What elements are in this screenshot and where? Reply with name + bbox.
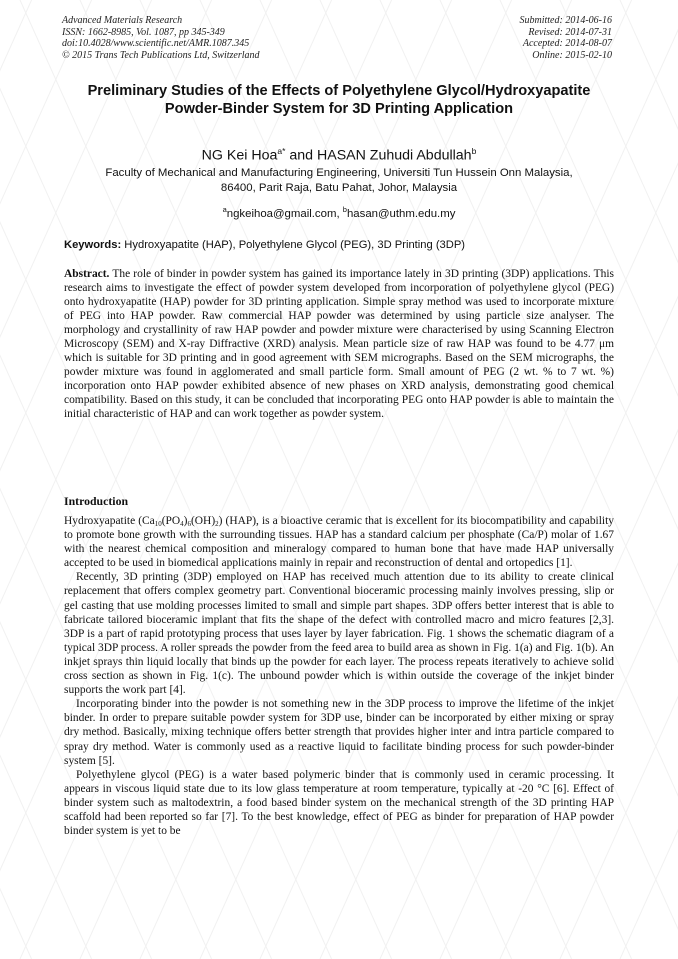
keywords	[64, 238, 614, 252]
journal-header-left	[62, 15, 260, 61]
revised-date: Revised: 2014-07-31	[528, 26, 612, 38]
p1-subscript-1: 10	[154, 520, 162, 528]
abstract-text: The role of binder in powder system has gained its importance lately in 3D printing (3DP) applications. This research aims to investigate the effect of powder system developed from incorporation of polyethylene glycol (PEG) onto hydroxyapatite (HAP) powder for 3D printing application. Simple spray method was used to incorporate mixture of PEG into HAP powder. Raw commercial HAP powder was determined by using particle size analyser. The morphology and crystallinity of raw HAP powder and powder mixture were characterised by using Scanning Electron Microscopy (SEM) and X-ray Diffractive (XRD) analysis. Mean particle size of raw HAP was found to be 4.77 μm which is suitable for 3D printing and in good agreement with SEM micrographs. Based on the SEM micrographs, the powder mixture was found in agglomerated and small particle form. Small amount of PEG (2 wt. % to 7 wt. %) incorporation onto HAP powder exhibited absence of new phases on XRD analysis, demonstrating good chemical compatibility. Based on this study, it can be concluded that incorporating PEG onto HAP powder is able to maintain the initial characteristic of HAP and can work together as powder system.	[64, 268, 614, 420]
author-line	[62, 142, 616, 165]
email-a: ngkeihoa@gmail.com,	[226, 207, 343, 220]
author-2: HASAN Zuhudi Abdullah	[316, 147, 472, 164]
accepted-date: Accepted: 2014-08-07	[522, 38, 612, 49]
affiliation-line-1: Faculty of Mechanical and Manufacturing Engineering, Universiti Tun Hussein Onn Malaysia,	[105, 167, 573, 179]
introduction-heading: Introduction	[64, 494, 129, 508]
online-date: Online: 2015-02-10	[532, 49, 612, 61]
p1-text-b: (PO	[161, 515, 181, 527]
affiliation-line-2: 86400, Parit Raja, Batu Pahat, Johor, Malaysia	[220, 182, 458, 194]
p1-text-a: Hydroxyapatite (Ca	[64, 515, 155, 527]
submitted-date: Submitted: 2014-06-16	[519, 15, 612, 26]
p1-subscript-4: 2	[215, 520, 219, 528]
p1-subscript-3: 6	[187, 520, 191, 528]
author-1-marker: a*	[277, 146, 286, 156]
introduction-paragraph-3: Incorporating binder into the powder is not something new in the 3DP process to improve the lifetime of the inkjet binder. In order to prepare suitable powder system for 3DP use, binder can be incorporated by either mixing or spray dry method. Basically, mixing technique offers better strength that provides higher inter and intra particle compared to spray dry method. Water is commonly used as a reactive liquid to facilitate binding process for such powder-binder system [5].	[64, 698, 614, 767]
journal-issn: ISSN: 1662-8985, Vol. 1087, pp 345-349	[62, 26, 225, 38]
journal-copyright: © 2015 Trans Tech Publications Ltd, Switzerland	[62, 49, 260, 61]
introduction-paragraph-2: Recently, 3D printing (3DP) employed on HAP has received much attention due to its ability to create clinical replacement that offers complex geometry part. Conventional bioceramic processing mainly involves pressing, slip or gel casting that use molding processes limited to small and simple part shapes. 3DP offers better interest that is able to fabricate tailored bioceramic implant that fits the shape of the defect with controlled macro and micro features [2,3]. 3DP is a part of rapid prototyping process that uses layer by layer fabrication. Fig. 1 shows the schematic diagram of a typical 3DP process. A roller spreads the powder from the feed area to build area as shown in Fig. 1(a) and Fig. 1(b). An inkjet sprays thin liquid locally that binds up the powder for each layer. The process repeats iteratively to achieve solid cross section as shown in Fig. 1(c). The unbound powder which is within outside the coverage of the inkjet binder supports the work part [4].	[64, 571, 614, 697]
author-joiner: and	[285, 147, 317, 164]
author-emails	[62, 202, 616, 222]
journal-doi: doi:10.4028/www.scientific.net/AMR.1087.345	[62, 38, 250, 49]
paper-title: Preliminary Studies of the Effects of Polyethylene Glycol/Hydroxyapatite Powder-Binder System for 3D Printing Application	[87, 83, 591, 117]
p1-text-d: (OH)	[190, 515, 216, 527]
introduction-body	[64, 514, 614, 838]
affiliation	[62, 166, 616, 196]
watermark-stroke	[0, 0, 32, 959]
email-b-marker: b	[342, 205, 347, 214]
p1-text-c: )	[183, 515, 188, 527]
email-a-marker: a	[222, 205, 227, 214]
p1-subscript-2: 4	[180, 520, 184, 528]
abstract-label: Abstract.	[64, 268, 110, 280]
p1-text-e: ) (HAP), is a bioactive ceramic that is excellent for its biocompatibility and capability to promote bone growth with the surrounding tissues. HAP has a standard calcium per phosphate (Ca/P) molar of 1.67 with the nearest chemical composition and mineralogy compared to human bone that have made HAP universally accepted to be used in biomedical applications mainly in repair and reconstruction of dental and ortopedics [1].	[64, 515, 614, 570]
author-2-marker: b	[471, 146, 477, 156]
watermark-stroke	[0, 0, 32, 959]
keywords-text: Hydroxyapatite (HAP), Polyethylene Glycol (PEG), 3D Printing (3DP)	[121, 239, 466, 251]
journal-name: Advanced Materials Research	[62, 15, 183, 26]
watermark-stroke	[620, 0, 678, 959]
keywords-label: Keywords:	[64, 239, 122, 251]
author-1: NG Kei Hoa	[201, 147, 278, 164]
email-b: hasan@uthm.edu.my	[346, 207, 456, 220]
watermark-stroke	[620, 0, 678, 959]
journal-header-right	[520, 15, 613, 61]
abstract	[64, 268, 614, 421]
introduction-paragraph-1	[64, 514, 614, 570]
introduction-paragraph-4: Polyethylene glycol (PEG) is a water based polymeric binder that is commonly used in ceramic processing. It appears in viscous liquid state due to its low glass temperature at room temperature, typically at -20 °C [6]. Effect of binder system such as maltodextrin, a food based binder system on the mechanical strength of the 3D printing HAP scaffold had been reported so far [7]. To the best knowledge, effect of PEG as binder for preparation of HAP powder binder system is yet to be	[64, 768, 614, 838]
